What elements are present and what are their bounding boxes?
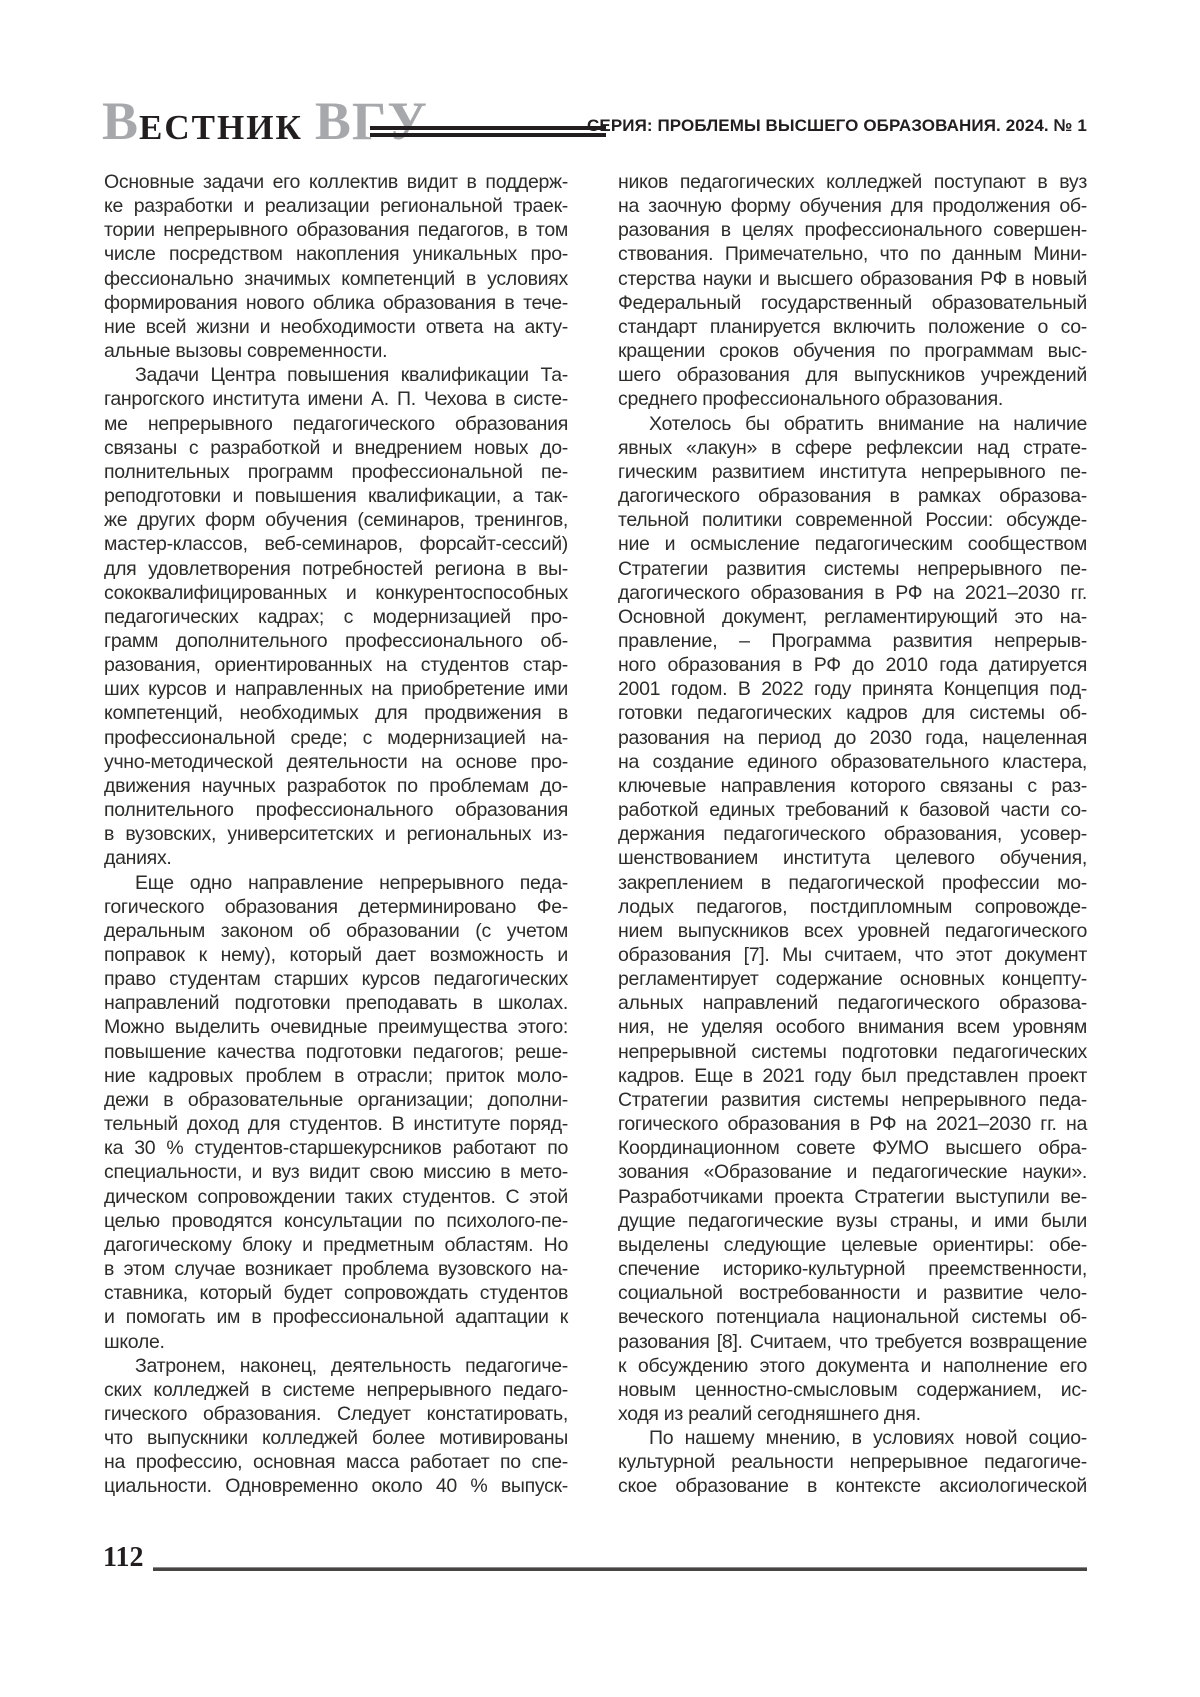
text-line: среднего профессионального образования. (618, 388, 1004, 411)
text-line: Задачи Центра повышения квалификации Та- (135, 364, 568, 387)
text-line: гогического образования детерминировано Фе- (104, 895, 568, 918)
text-line: ставника, который будет сопровождать студентов (104, 1282, 568, 1305)
text-line: дежи в образовательные организации; дополни- (104, 1088, 568, 1111)
text-line: же других форм обучения (семинаров, тренингов, (104, 509, 568, 532)
text-line: гогического образования в РФ на 2021–2030 гг. на (618, 1113, 1087, 1136)
text-line: тельной политики современной России: обсужде- (618, 509, 1087, 532)
text-line: деральным законом об образовании (с учетом (104, 919, 568, 942)
text-line: направлений подготовки преподавать в школах. (104, 992, 568, 1015)
text-line: кадров. Еще в 2021 году был представлен проект (618, 1064, 1087, 1087)
text-line: ка 30 % студентов-старшекурсников работают по (104, 1137, 568, 1160)
text-line: гического образования. Следует констатировать, (104, 1402, 568, 1425)
right-column (618, 170, 1087, 1499)
text-line: Координационном совете ФУМО высшего обра- (618, 1137, 1087, 1160)
text-line: непрерывной системы подготовки педагогических (618, 1040, 1087, 1063)
text-line: дагогическому блоку и предметным областям. Но (104, 1233, 568, 1256)
text-line: готовки педагогических кадров для системы об- (618, 702, 1087, 725)
text-line: к обсуждению этого документа и наполнение его (618, 1354, 1087, 1377)
text-line: кращении сроков обучения по программам выс- (618, 340, 1087, 363)
text-line: ние кадровых проблем в отрасли; приток моло- (104, 1064, 568, 1087)
text-line: профессиональной среде; с модернизацией на- (104, 726, 568, 749)
text-line: Федеральный государственный образовательный (618, 291, 1087, 314)
text-line: полнительного профессионального образования (104, 799, 568, 822)
text-line: ния, не уделяя особого внимания всем уровням (618, 1016, 1087, 1039)
text-line: числе посредством накопления уникальных про- (104, 243, 568, 266)
text-line: держания педагогического образования, усовер- (618, 823, 1087, 846)
text-line: веческого потенциала национальной системы об- (618, 1306, 1087, 1329)
header-divider-rule (370, 126, 606, 137)
text-line: шенствованием института целевого обучения, (618, 847, 1087, 870)
text-line: дическом сопровождении таких студентов. С этой (104, 1185, 568, 1208)
text-line: на профессию, основная масса работает по спе- (104, 1451, 568, 1474)
text-line: закреплением в педагогической профессии мо- (618, 871, 1087, 894)
paragraph (618, 1426, 1087, 1498)
text-line: ходя из реалий сегодняшнего дня. (618, 1402, 921, 1425)
text-line: целью проводятся консультации по психолого-пе- (104, 1209, 568, 1232)
logo-word-rest: ЕСТНИК (139, 108, 303, 147)
text-line: дагогического образования в РФ на 2021–2030 гг. (618, 581, 1087, 604)
text-line: Разработчиками проекта Стратегии выступили ве- (618, 1185, 1087, 1208)
text-line: регламентирует содержание основных концепту- (618, 968, 1087, 991)
text-line: реподготовки и повышения квалификации, а так- (104, 485, 568, 508)
text-line: новым ценностно-смысловым содержанием, ис- (618, 1378, 1087, 1401)
text-line: шего образования для выпускников учреждений (618, 364, 1087, 387)
text-line: альные вызовы современности. (104, 340, 388, 363)
logo-initial-letter: В (102, 91, 140, 151)
text-line: даниях. (104, 847, 172, 870)
text-line: ствования. Примечательно, что по данным Мини- (618, 243, 1087, 266)
text-line: разования [8]. Считаем, что требуется возвращение (618, 1330, 1087, 1353)
text-line: стандарт планируется включить положение о со- (618, 315, 1087, 338)
text-line: грамм дополнительного профессионального об- (104, 629, 568, 652)
text-line: ние и осмысление педагогическим сообществом (618, 533, 1087, 556)
logo-university-abbr: ВГУ (314, 91, 428, 151)
text-line: зования «Образование и педагогические науки». (618, 1161, 1087, 1184)
text-line: Затронем, наконец, деятельность педагогиче- (135, 1354, 568, 1377)
series-title: СЕРИЯ: ПРОБЛЕМЫ ВЫСШЕГО ОБРАЗОВАНИЯ. 2024. № 1 (587, 116, 1087, 135)
text-line: 2001 годом. В 2022 году принята Концепция под- (618, 678, 1087, 701)
text-line: фессионально значимых компетенций в условиях (104, 267, 568, 290)
text-line: явных «лакун» в сфере рефлексии над страте- (618, 436, 1087, 459)
text-line: стерства науки и высшего образования РФ в новый (618, 267, 1087, 290)
journal-logo (102, 91, 428, 151)
text-line: разования в целях профессионального совершен- (618, 219, 1087, 242)
text-line: По нашему мнению, в условиях новой социо- (649, 1427, 1087, 1450)
text-line: тории непрерывного образования педагогов, в том (104, 219, 568, 242)
paragraph (104, 871, 568, 1354)
text-line: мастер-классов, веб-семинаров, форсайт-сессий) (104, 533, 568, 556)
text-line: движения научных разработок по проблемам до- (104, 774, 568, 797)
text-line: сококвалифицированных и конкурентоспособных (104, 581, 568, 604)
text-line: ние всей жизни и необходимости ответа на акту- (104, 315, 568, 338)
paragraph (104, 363, 568, 870)
text-line: Можно выделить очевидные преимущества этого: (104, 1016, 568, 1039)
text-line: культурной реальности непрерывное педагогиче- (618, 1451, 1087, 1474)
text-line: для удовлетворения потребностей региона в вы- (104, 557, 568, 580)
text-line: педагогических кадрах; с модернизацией про- (104, 605, 568, 628)
text-line: формирования нового облика образования в тече- (104, 291, 568, 314)
text-line: Основной документ, регламентирующий это на- (618, 605, 1087, 628)
text-line: выделены следующие целевые ориентиры: обе- (618, 1233, 1087, 1256)
text-line: гическим развитием института непрерывного пе- (618, 460, 1087, 483)
footer-rule (153, 1567, 1087, 1571)
text-line: ключевые направления которого связаны с раз- (618, 774, 1087, 797)
text-line: полнительных программ профессиональной пе- (104, 460, 568, 483)
text-line: специальности, и вуз видит свою миссию в мето- (104, 1161, 568, 1184)
text-line: ме непрерывного педагогического образования (104, 412, 568, 435)
text-line: на заочную форму обучения для продолжения об- (618, 195, 1087, 218)
text-line: Стратегии развития системы непрерывного педа- (618, 1088, 1087, 1111)
text-line: ганрогского института имени А. П. Чехова в систе- (104, 388, 568, 411)
text-line: дущие педагогические вузы страны, и ими были (618, 1209, 1087, 1232)
text-line: правление, – Программа развития непрерыв- (618, 629, 1087, 652)
text-line: Основные задачи его коллектив видит в поддерж- (104, 171, 568, 193)
text-line: повышение качества подготовки педагогов; реше- (104, 1040, 568, 1063)
text-line: Хотелось бы обратить внимание на наличие (649, 412, 1087, 435)
text-line: социальной востребованности и развитие чело- (618, 1282, 1087, 1305)
text-line: в этом случае возникает проблема вузовского на- (104, 1258, 568, 1281)
text-line: школе. (104, 1330, 165, 1353)
text-line: что выпускники колледжей более мотивированы (104, 1427, 568, 1450)
text-line: дагогического образования в рамках образова- (618, 485, 1087, 508)
text-line: разования на период до 2030 года, нацеленная (618, 726, 1087, 749)
text-line: связаны с разработкой и внедрением новых до- (104, 436, 568, 459)
text-line: на создание единого образовательного кластера, (618, 750, 1087, 773)
paragraph (618, 412, 1087, 1427)
paragraph (104, 170, 568, 363)
text-line: образования [7]. Мы считаем, что этот документ (618, 944, 1087, 966)
text-line: тельный доход для студентов. В институте поряд- (104, 1113, 568, 1136)
text-line: спечение историко-культурной преемственности, (618, 1258, 1087, 1281)
text-line: разования, ориентированных на студентов стар- (104, 654, 568, 677)
text-line: работкой единых требований к базовой части со- (618, 799, 1087, 822)
text-line: альных направлений педагогического образова- (618, 992, 1087, 1015)
paragraph (104, 1354, 568, 1499)
text-line: в вузовских, университетских и региональных из- (104, 823, 568, 846)
text-line: ших курсов и направленных на приобретение ими (104, 678, 568, 701)
page-number: 112 (103, 1542, 144, 1573)
text-line: ников педагогических колледжей поступают в вуз (618, 171, 1087, 193)
text-line: поправок к нему), который дает возможность и (104, 944, 568, 966)
text-line: циальности. Одновременно около 40 % выпуск- (104, 1475, 568, 1498)
paragraph (618, 170, 1087, 412)
text-line: ного образования в РФ до 2010 года датируется (618, 654, 1087, 677)
text-line: учно-методической деятельности на основе про- (104, 750, 568, 773)
text-line: ских колледжей в системе непрерывного педаго- (104, 1378, 568, 1401)
text-line: право студентам старших курсов педагогических (104, 968, 568, 991)
left-column (104, 170, 568, 1499)
text-line: ке разработки и реализации региональной траек- (104, 195, 568, 218)
text-line: компетенций, необходимых для продвижения в (104, 702, 568, 725)
text-line: ское образование в контексте аксиологической (618, 1475, 1087, 1498)
text-line: Стратегии развития системы непрерывного пе- (618, 557, 1087, 580)
text-line: нием выпускников всех уровней педагогического (618, 919, 1087, 942)
text-line: и помогать им в профессиональной адаптации к (104, 1306, 568, 1329)
text-line: Еще одно направление непрерывного педа- (135, 871, 568, 894)
text-line: лодых педагогов, постдипломным сопровожде- (618, 895, 1087, 918)
